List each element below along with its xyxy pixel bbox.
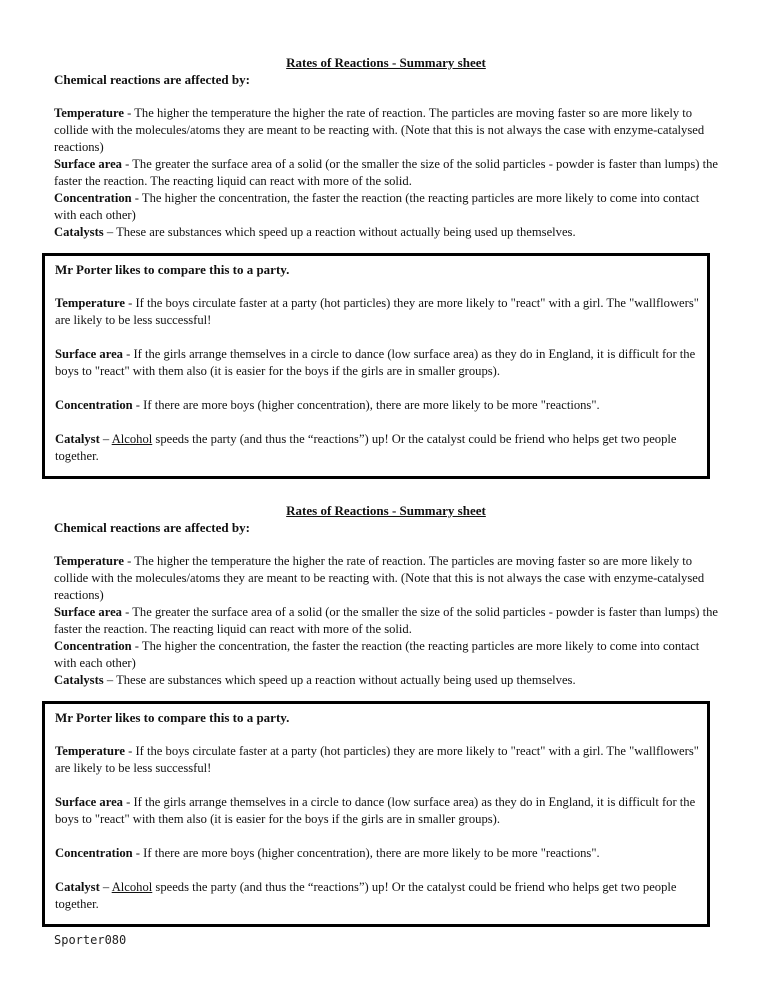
party-analogy-box-1 [42,253,710,479]
factor-surface-area: Surface area - The greater the surface area of a solid (or the smaller the size of the solid particles - powder is faster than lumps) the faster the reaction. The reacting liquid can react with more of the solid. [54,605,718,636]
factor-catalysts: Catalysts – These are substances which speed up a reaction without actually being used up themselves. [54,673,576,687]
analogy-temperature: Temperature - If the boys circulate faster at a party (hot particles) they are more likely to "react" with a girl. The "wallflowers" are likely to be less successful! [55,744,699,775]
subheading: Chemical reactions are affected by: [54,520,250,535]
analogy-catalyst: Catalyst – Alcohol speeds the party (and thus the “reactions”) up! Or the catalyst could be friend who helps get two people together. [55,432,677,463]
alcohol-underlined: Alcohol [111,880,153,894]
factor-temperature: Temperature - The higher the temperature the higher the rate of reaction. The particles are moving faster so are more likely to collide with the molecules/atoms they are meant to be reacting with. (Note that this is not always the case with enzyme-catalysed reactions) [54,554,705,602]
factor-temperature: Temperature - The higher the temperature the higher the rate of reaction. The particles are moving faster so are more likely to collide with the molecules/atoms they are meant to be reacting with. (Note that this is not always the case with enzyme-catalysed reactions) [54,106,705,154]
author-footer: Sporter080 [54,933,127,947]
factor-surface-area: Surface area - The greater the surface area of a solid (or the smaller the size of the solid particles - powder is faster than lumps) the faster the reaction. The reacting liquid can react with more of the solid. [54,157,718,188]
analogy-concentration: Concentration - If there are more boys (higher concentration), there are more likely to be more "reactions". [55,846,600,860]
sheet-title: Rates of Reactions - Summary sheet [286,55,486,70]
factor-concentration: Concentration - The higher the concentration, the faster the reaction (the reacting particles are more likely to come into contact with each other) [54,639,700,670]
analogy-surface-area: Surface area - If the girls arrange themselves in a circle to dance (low surface area) as they do in England, it is difficult for the boys to "react" with them also (it is easier for the boys if the girls are in smaller groups). [55,795,696,826]
factor-concentration: Concentration - The higher the concentration, the faster the reaction (the reacting particles are more likely to come into contact with each other) [54,191,700,222]
sheet-title: Rates of Reactions - Summary sheet [286,503,486,518]
subheading: Chemical reactions are affected by: [54,72,250,87]
summary-section-1 [54,54,718,241]
alcohol-underlined: Alcohol [111,432,153,446]
analogy-surface-area: Surface area - If the girls arrange themselves in a circle to dance (low surface area) as they do in England, it is difficult for the boys to "react" with them also (it is easier for the boys if the girls are in smaller groups). [55,347,696,378]
box-heading: Mr Porter likes to compare this to a party. [55,710,290,725]
box-heading: Mr Porter likes to compare this to a party. [55,262,290,277]
analogy-concentration: Concentration - If there are more boys (higher concentration), there are more likely to be more "reactions". [55,398,600,412]
summary-section-2 [54,502,718,689]
factor-catalysts: Catalysts – These are substances which speed up a reaction without actually being used up themselves. [54,225,576,239]
analogy-temperature: Temperature - If the boys circulate faster at a party (hot particles) they are more likely to "react" with a girl. The "wallflowers" are likely to be less successful! [55,296,699,327]
analogy-catalyst: Catalyst – Alcohol speeds the party (and thus the “reactions”) up! Or the catalyst could be friend who helps get two people together. [55,880,677,911]
party-analogy-box-2 [42,701,710,927]
